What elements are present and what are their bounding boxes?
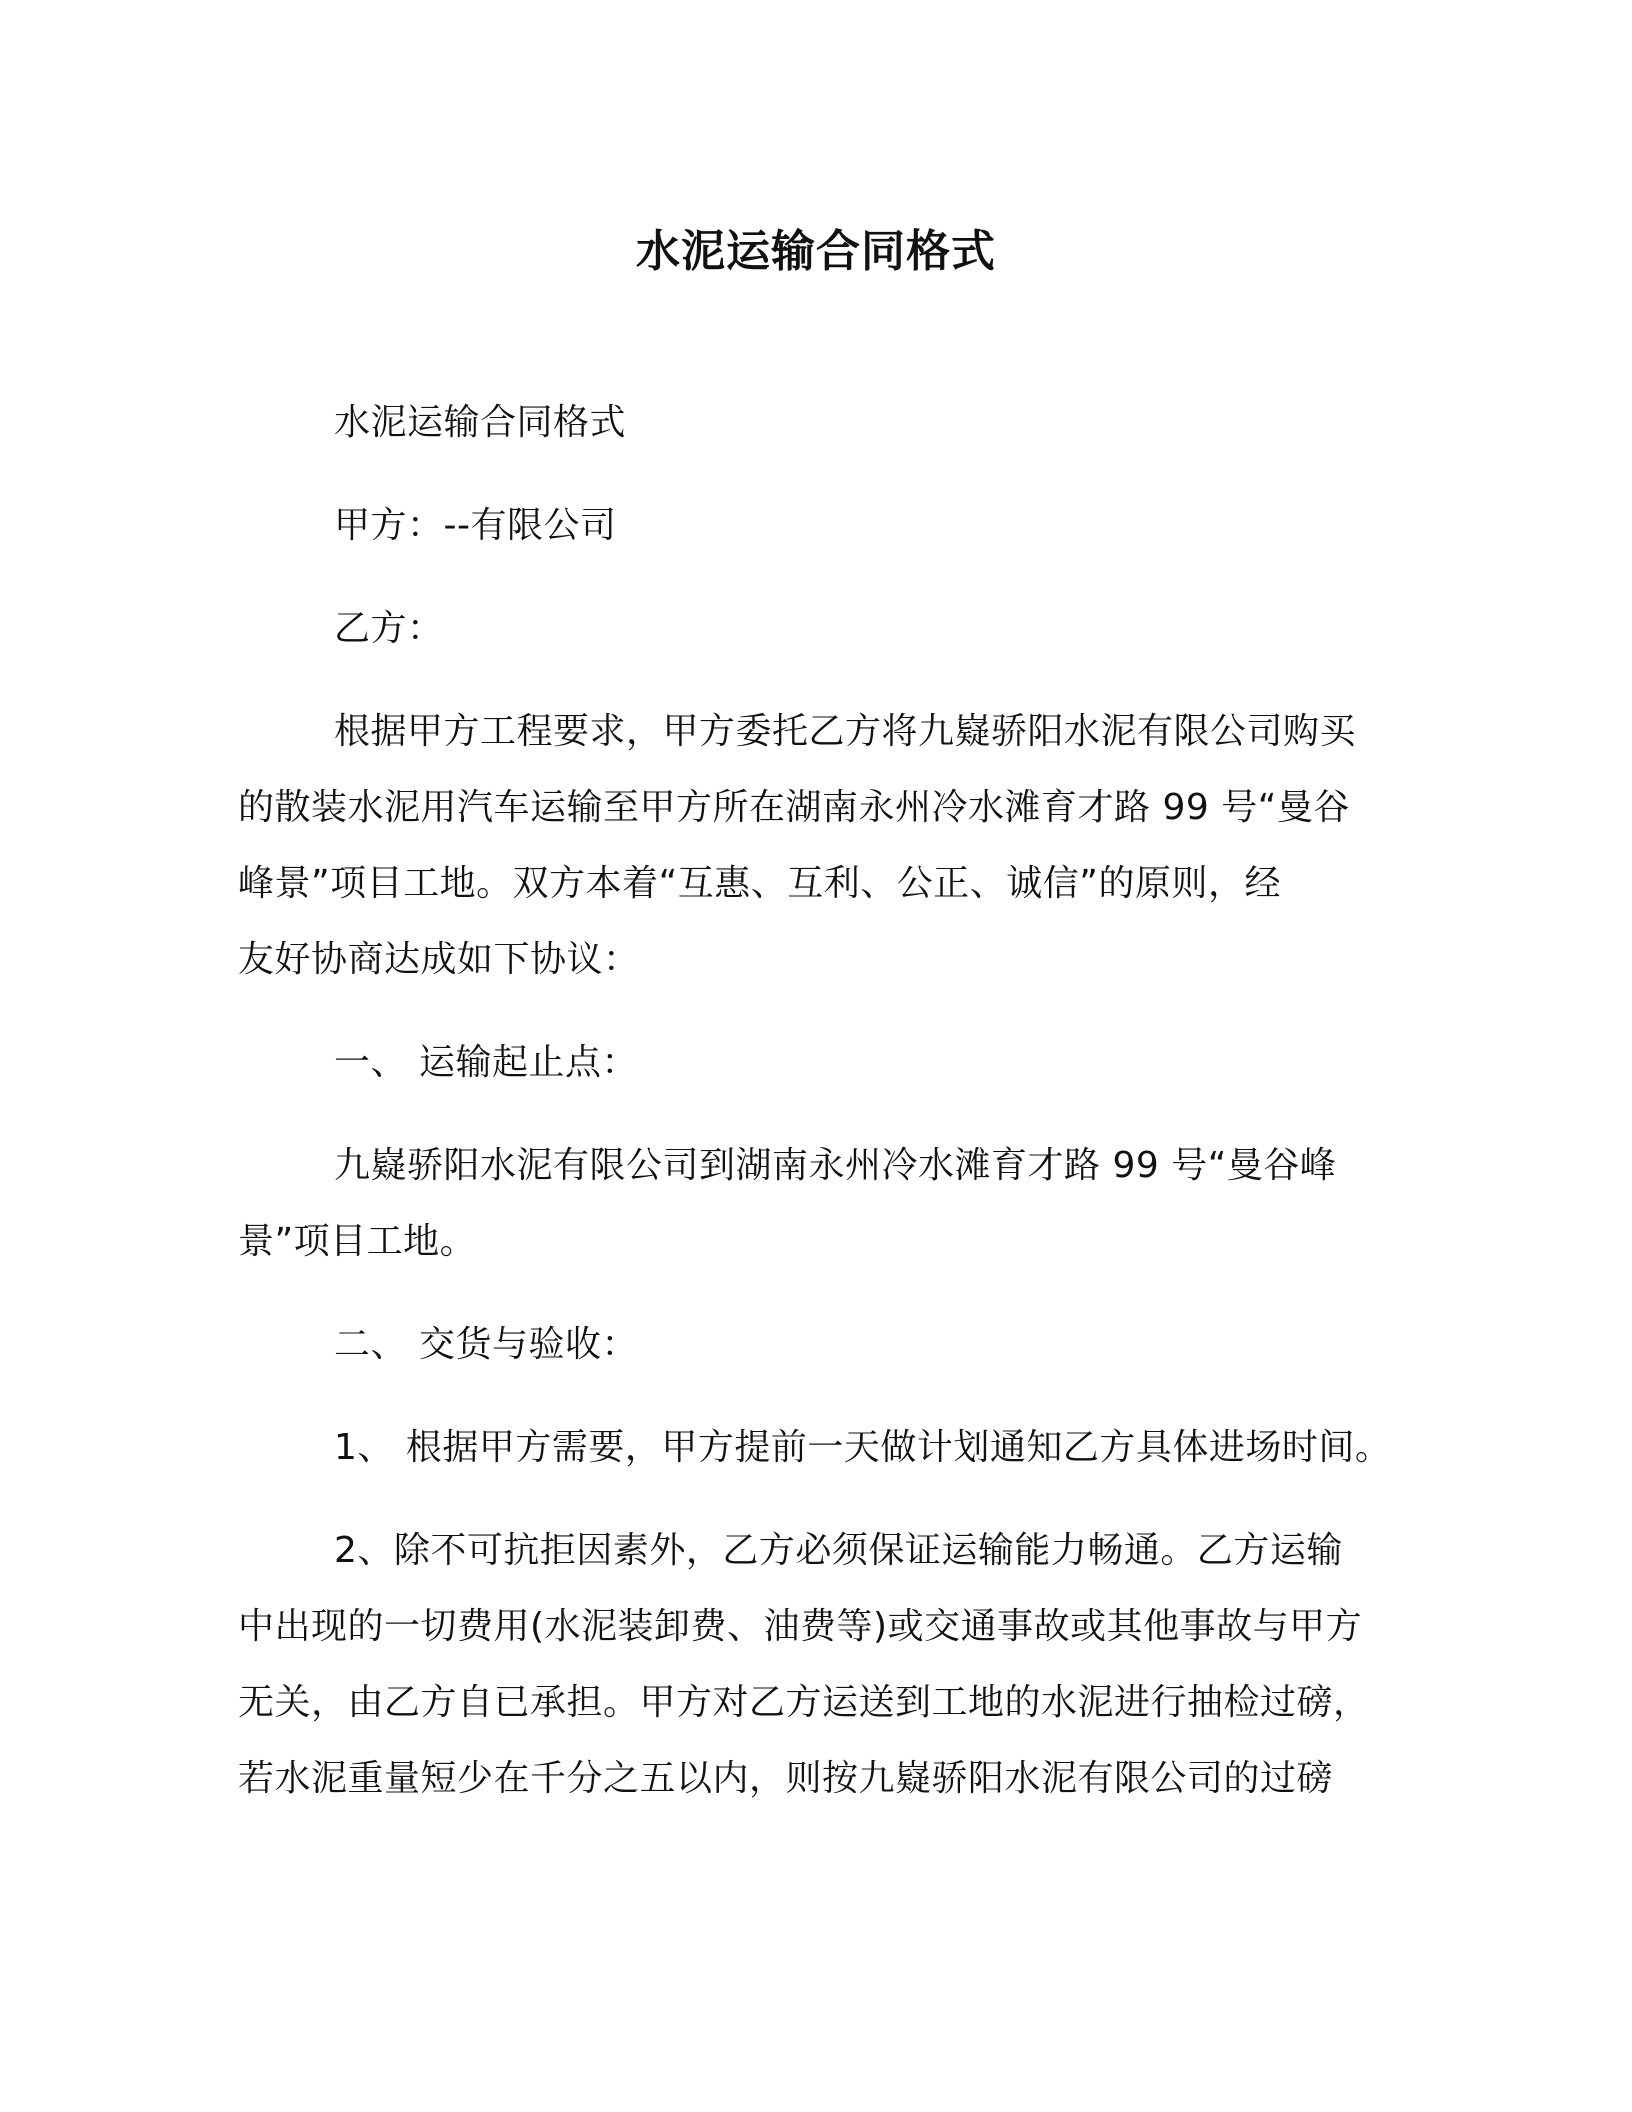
item2-line: 无关，由乙方自已承担。甲方对乙方运送到工地的水泥进行抽检过磅， (238, 1682, 1370, 1723)
intro-line: 友好协商达成如下协议： (238, 939, 640, 980)
item2-line: 若水泥重量短少在千分之五以内，则按九嶷骄阳水泥有限公司的过磅 (238, 1758, 1334, 1799)
section1-line: 九嶷骄阳水泥有限公司到湖南永州冷水滩育才路 99 号“曼谷峰 (334, 1145, 1337, 1186)
document-title: 水泥运输合同格式 (636, 226, 996, 277)
intro-line: 根据甲方工程要求，甲方委托乙方将九嶷骄阳水泥有限公司购买 (334, 711, 1357, 752)
item-1: 1、 根据甲方需要，甲方提前一天做计划通知乙方具体进场时间。 (334, 1427, 1392, 1468)
section-heading-2: 二、 交货与验收： (334, 1324, 638, 1365)
section1-line: 景”项目工地。 (238, 1221, 477, 1262)
item2-line: 中出现的一切费用(水泥装卸费、油费等)或交通事故或其他事故与甲方 (238, 1606, 1363, 1647)
item2-line: 2、除不可抗拒因素外，乙方必须保证运输能力畅通。乙方运输 (334, 1530, 1343, 1571)
intro-line: 峰景”项目工地。双方本着“互惠、互利、公正、诚信”的原则，经 (238, 863, 1281, 904)
party-b: 乙方： (334, 608, 444, 649)
document-subtitle: 水泥运输合同格式 (334, 402, 627, 443)
intro-line: 的散装水泥用汽车运输至甲方所在湖南永州冷水滩育才路 99 号“曼谷 (238, 787, 1350, 828)
section-heading-1: 一、 运输起止点： (334, 1042, 638, 1083)
party-a: 甲方：--有限公司 (334, 505, 617, 546)
